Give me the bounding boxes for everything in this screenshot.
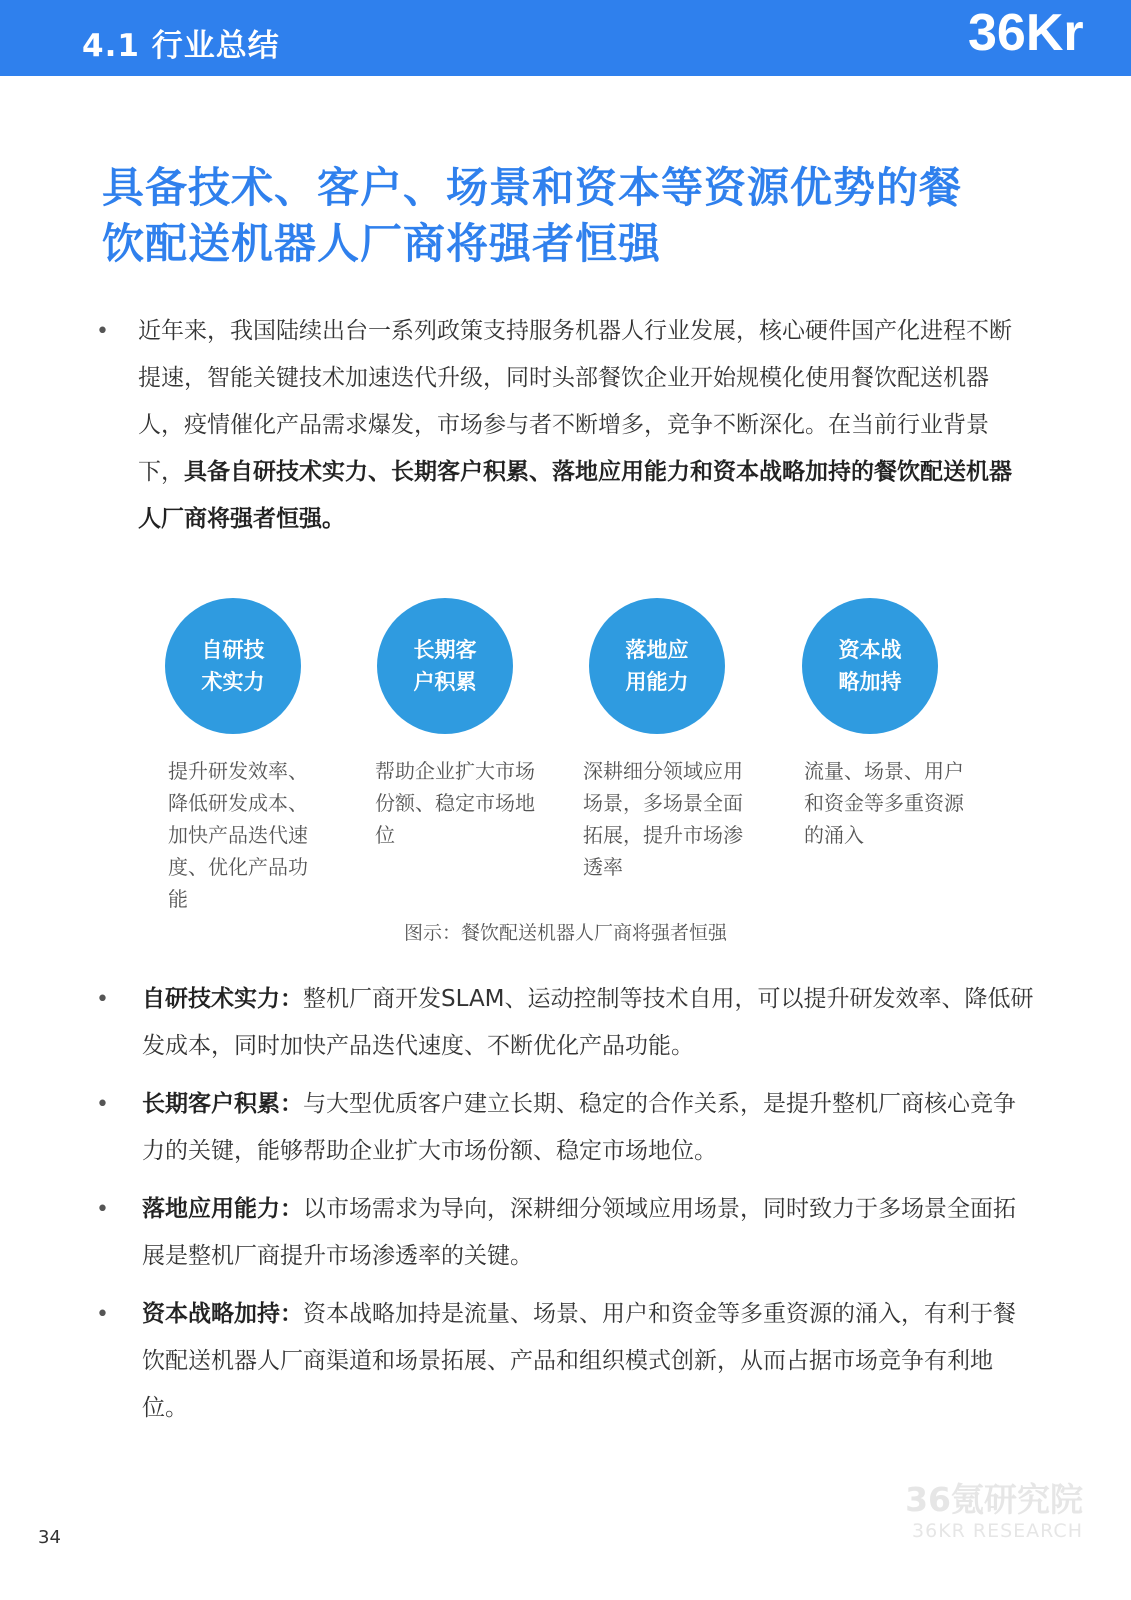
circle-customer-accumulation: 长期客户积累 xyxy=(377,598,513,734)
title-line-2: 饮配送机器人厂商将强者恒强 xyxy=(102,219,662,268)
intro-bold-text: 具备自研技术实力、长期客户积累、落地应用能力和资本战略加持的餐饮配送机器人厂商将强者恒强。 xyxy=(138,459,1012,532)
36kr-logo xyxy=(968,0,1113,76)
bullet-icon: • xyxy=(96,319,109,344)
bullet-icon: • xyxy=(96,1092,109,1117)
desc-capital-support: 流量、场景、用户和资金等多重资源的涌入 xyxy=(804,759,964,847)
point-rd-capability xyxy=(96,976,1036,1070)
figure-caption: 图示：餐饮配送机器人厂商将强者恒强 xyxy=(403,922,727,944)
page-number: 34 xyxy=(38,1527,61,1548)
point-text: 整机厂商开发SLAM、运动控制等技术自用，可以提升研发效率、降低研发成本，同时加快产品迭代速度、不断优化产品功能。 xyxy=(142,986,1034,1059)
point-customer-accumulation xyxy=(96,1081,1036,1175)
bullet-icon: • xyxy=(96,987,109,1012)
circle-deployment-capability: 落地应用能力 xyxy=(589,598,725,734)
point-text: 以市场需求为导向，深耕细分领域应用场景，同时致力于多场景全面拓展是整机厂商提升市场渗透率的关键。 xyxy=(142,1196,1016,1269)
section-title: 4.1 行业总结 xyxy=(82,28,280,64)
logo-text: 36Kr xyxy=(968,4,1084,62)
desc-deployment-capability: 深耕细分领域应用场景，多场景全面拓展，提升市场渗透率 xyxy=(583,759,743,879)
circle-capital-support: 资本战略加持 xyxy=(802,598,938,734)
point-term: 长期客户积累： xyxy=(142,1091,303,1117)
point-term: 自研技术实力： xyxy=(142,986,303,1012)
point-text: 资本战略加持是流量、场景、用户和资金等多重资源的涌入，有利于餐饮配送机器人厂商渠道和场景拓展、产品和组织模式创新，从而占据市场竞争有利地位。 xyxy=(142,1301,1016,1421)
point-text: 与大型优质客户建立长期、稳定的合作关系，是提升整机厂商核心竞争力的关键，能够帮助企业扩大市场份额、稳定市场地位。 xyxy=(142,1091,1016,1164)
desc-customer-accumulation: 帮助企业扩大市场份额、稳定市场地位 xyxy=(375,759,535,847)
point-capital-support xyxy=(96,1291,1036,1432)
bullet-icon: • xyxy=(96,1302,109,1327)
intro-text: 近年来，我国陆续出台一系列政策支持服务机器人行业发展，核心硬件国产化进程不断提速，智能关键技术加速迭代升级，同时头部餐饮企业开始规模化使用餐饮配送机器人，疫情催化产品需求爆发，市场参与者不断增多，竞争不断深化。在当前行业背景下， xyxy=(138,318,1012,485)
point-term: 落地应用能力： xyxy=(142,1196,303,1222)
bullet-icon: • xyxy=(96,1197,109,1222)
desc-rd-capability: 提升研发效率、降低研发成本、加快产品迭代速度、优化产品功能 xyxy=(168,759,308,911)
watermark-en: 36KR RESEARCH xyxy=(912,1520,1083,1542)
page-title xyxy=(102,160,1062,272)
watermark-cn: 36氪研究院 xyxy=(905,1480,1083,1519)
point-deployment-capability xyxy=(96,1186,1036,1280)
point-term: 资本战略加持： xyxy=(142,1301,303,1327)
circle-rd-capability: 自研技术实力 xyxy=(165,598,301,734)
intro-paragraph xyxy=(96,308,1026,543)
title-line-1: 具备技术、客户、场景和资本等资源优势的餐 xyxy=(102,163,963,212)
